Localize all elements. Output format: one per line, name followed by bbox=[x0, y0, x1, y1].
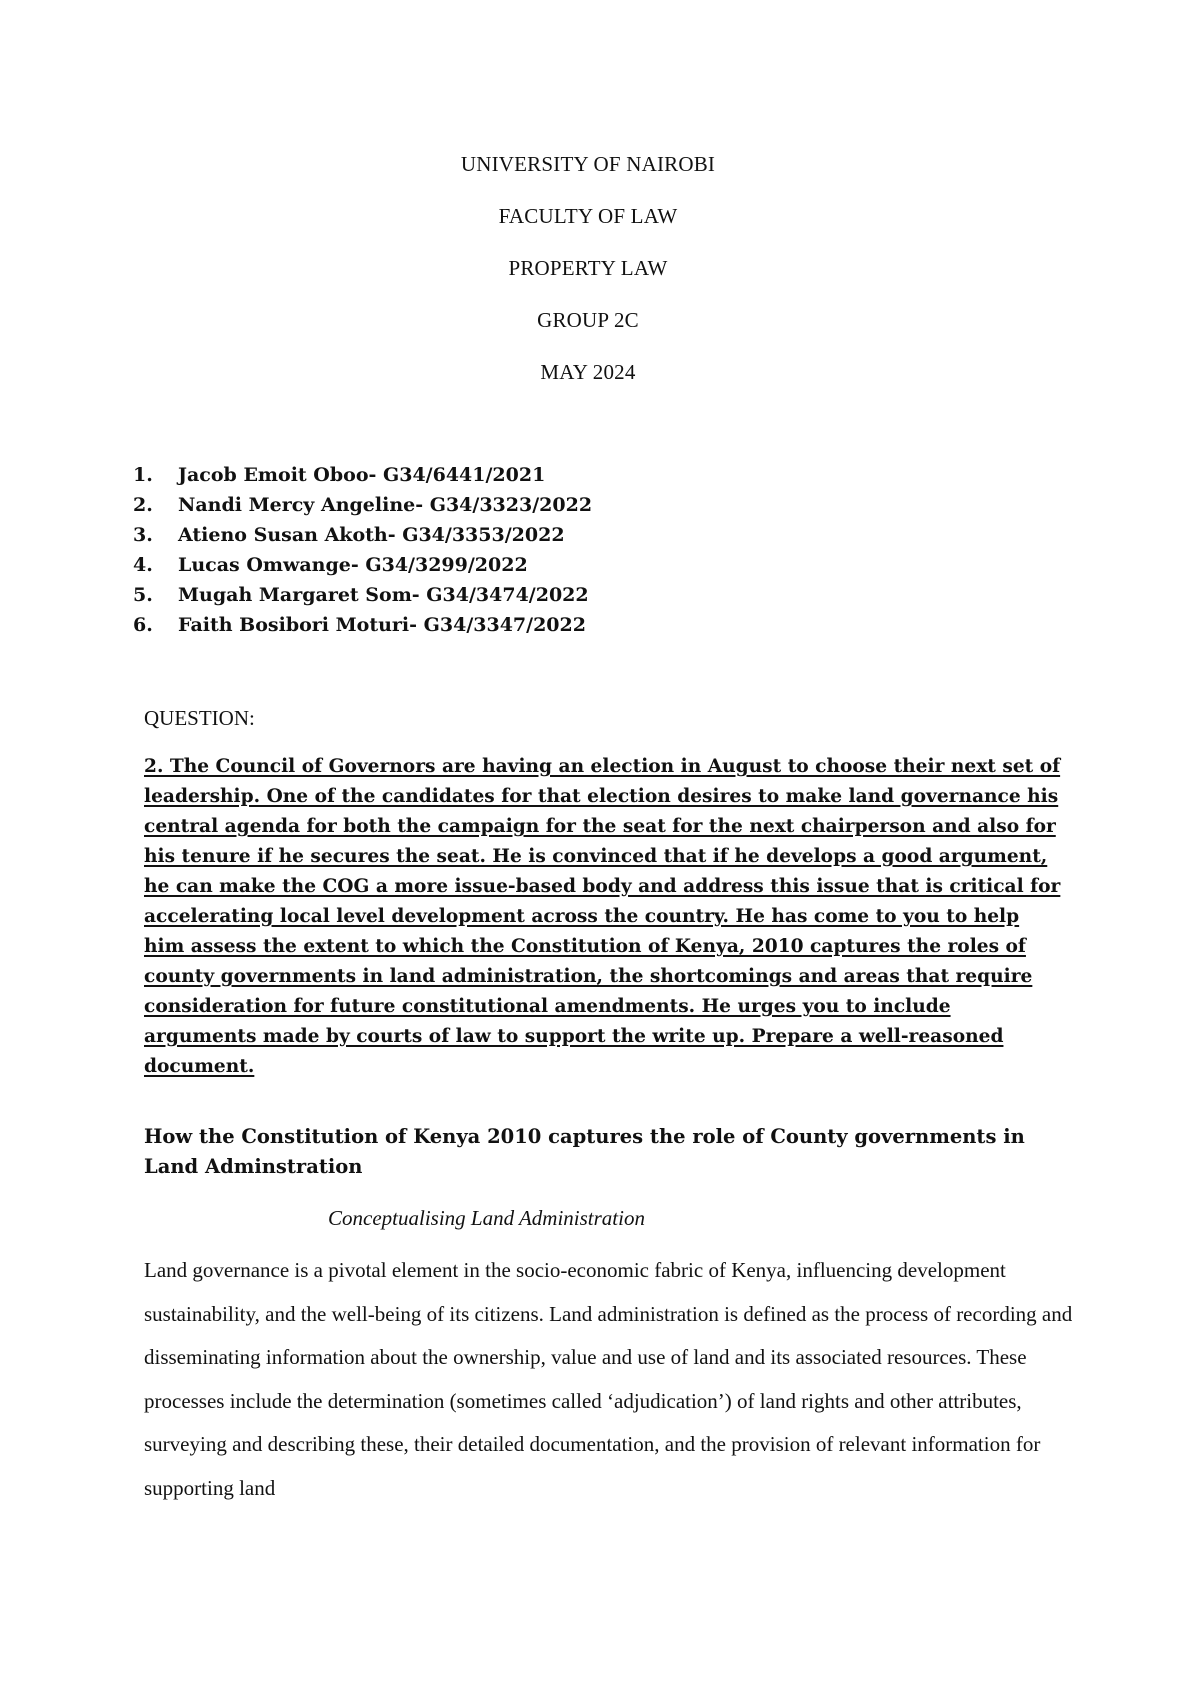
date-title: MAY 2024 bbox=[540, 360, 636, 384]
list-number: 6. bbox=[133, 614, 153, 636]
section-subheading: Conceptualising Land Administration bbox=[328, 1206, 645, 1230]
faculty-title: FACULTY OF LAW bbox=[498, 204, 678, 228]
member-entry: Faith Bosibori Moturi- G34/3347/2022 bbox=[178, 614, 586, 636]
list-item bbox=[133, 490, 593, 520]
member-entry: Lucas Omwange- G34/3299/2022 bbox=[178, 554, 528, 576]
list-item bbox=[133, 610, 592, 640]
list-number: 1. bbox=[133, 464, 153, 486]
body-paragraph: Land governance is a pivotal element in the socio-economic fabric of Kenya, influencing development sustainability, and the well-being of its citizens. Land administration is defined as the process of recording and disseminating information about the ownership, value and use of land and its associated resources. These processes include the determination (sometimes called ‘adjudication’) of land rights and other attributes, surveying and describing these, their detailed documentation, and the provision of relevant information for supporting land bbox=[144, 1258, 1073, 1500]
list-number: 2. bbox=[133, 494, 153, 516]
list-item bbox=[133, 520, 592, 550]
list-item bbox=[133, 460, 592, 490]
list-item bbox=[133, 580, 592, 610]
list-number: 5. bbox=[133, 584, 153, 606]
member-entry: Jacob Emoit Oboo- G34/6441/2021 bbox=[178, 464, 546, 486]
section-heading: How the Constitution of Kenya 2010 captures the role of County governments in Land Adminstration bbox=[144, 1125, 1025, 1178]
member-entry: Nandi Mercy Angeline- G34/3323/2022 bbox=[178, 494, 593, 516]
member-entry: Mugah Margaret Som- G34/3474/2022 bbox=[178, 584, 589, 606]
group-title: GROUP 2C bbox=[537, 308, 639, 332]
member-list bbox=[133, 460, 593, 640]
member-entry: Atieno Susan Akoth- G34/3353/2022 bbox=[178, 524, 565, 546]
list-number: 3. bbox=[133, 524, 153, 546]
list-number: 4. bbox=[133, 554, 153, 576]
university-title: UNIVERSITY OF NAIROBI bbox=[460, 152, 716, 176]
question-text: 2. The Council of Governors are having an election in August to choose their next set of leadership. One of the candidates for that election desires to make land governance his central agenda for both the campaign for the seat for the next chairperson and also for his tenure if he secures the seat. He is convinced that if he develops a good argument, he can make the COG a more issue-based body and address this issue that is critical for accelerating local level development across the country. He has come to you to help him assess the extent to which the Constitution of Kenya, 2010 captures the roles of county governments in land administration, the shortcomings and areas that require consideration for future constitutional amendments. He urges you to include arguments made by courts of law to support the write up. Prepare a well-reasoned document. bbox=[144, 756, 1061, 1077]
question-label: QUESTION: bbox=[144, 706, 255, 730]
list-item bbox=[133, 550, 592, 580]
course-title: PROPERTY LAW bbox=[508, 256, 668, 280]
